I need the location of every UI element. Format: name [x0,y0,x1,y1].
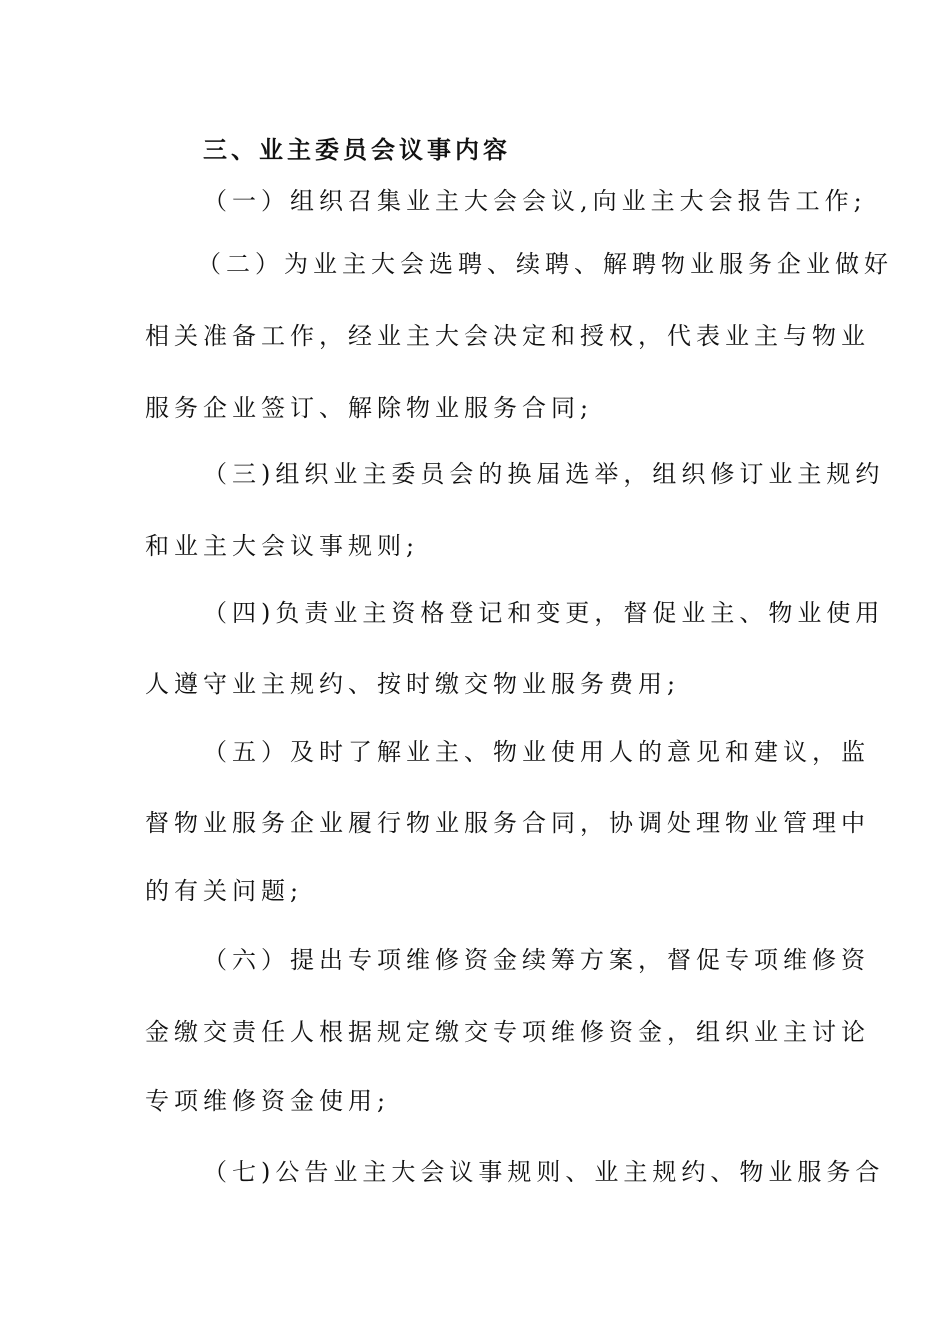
section-heading: 三、业主委员会议事内容 [203,135,511,164]
paragraph-line: 金缴交责任人根据规定缴交专项维修资金，组织业主讨论 [145,1018,870,1046]
paragraph-line: （七)公告业主大会议事规则、业主规约、物业服务合 [203,1158,885,1186]
paragraph-line: 和业主大会议事规则; [145,532,420,560]
paragraph-line: 服务企业签订、解除物业服务合同; [145,394,594,422]
paragraph-line: 督物业服务企业履行物业服务合同，协调处理物业管理中 [145,809,870,837]
paragraph-line: （二）为业主大会选聘、续聘、解聘物业服务企业做好 [197,250,893,278]
paragraph-line: （六）提出专项维修资金续筹方案，督促专项维修资 [203,946,870,974]
paragraph-line: 相关准备工作，经业主大会决定和授权，代表业主与物业 [145,322,870,350]
paragraph-line: （三)组织业主委员会的换届选举，组织修订业主规约 [203,460,885,488]
paragraph-line: （五）及时了解业主、物业使用人的意见和建议，监 [203,738,870,766]
paragraph-line: 的有关问题; [145,877,304,905]
paragraph-line: （四)负责业主资格登记和变更，督促业主、物业使用 [203,599,885,627]
paragraph-line: （一）组织召集业主大会会议,向业主大会报告工作; [203,187,867,215]
paragraph-line: 专项维修资金使用; [145,1087,391,1115]
paragraph-line: 人遵守业主规约、按时缴交物业服务费用; [145,670,681,698]
